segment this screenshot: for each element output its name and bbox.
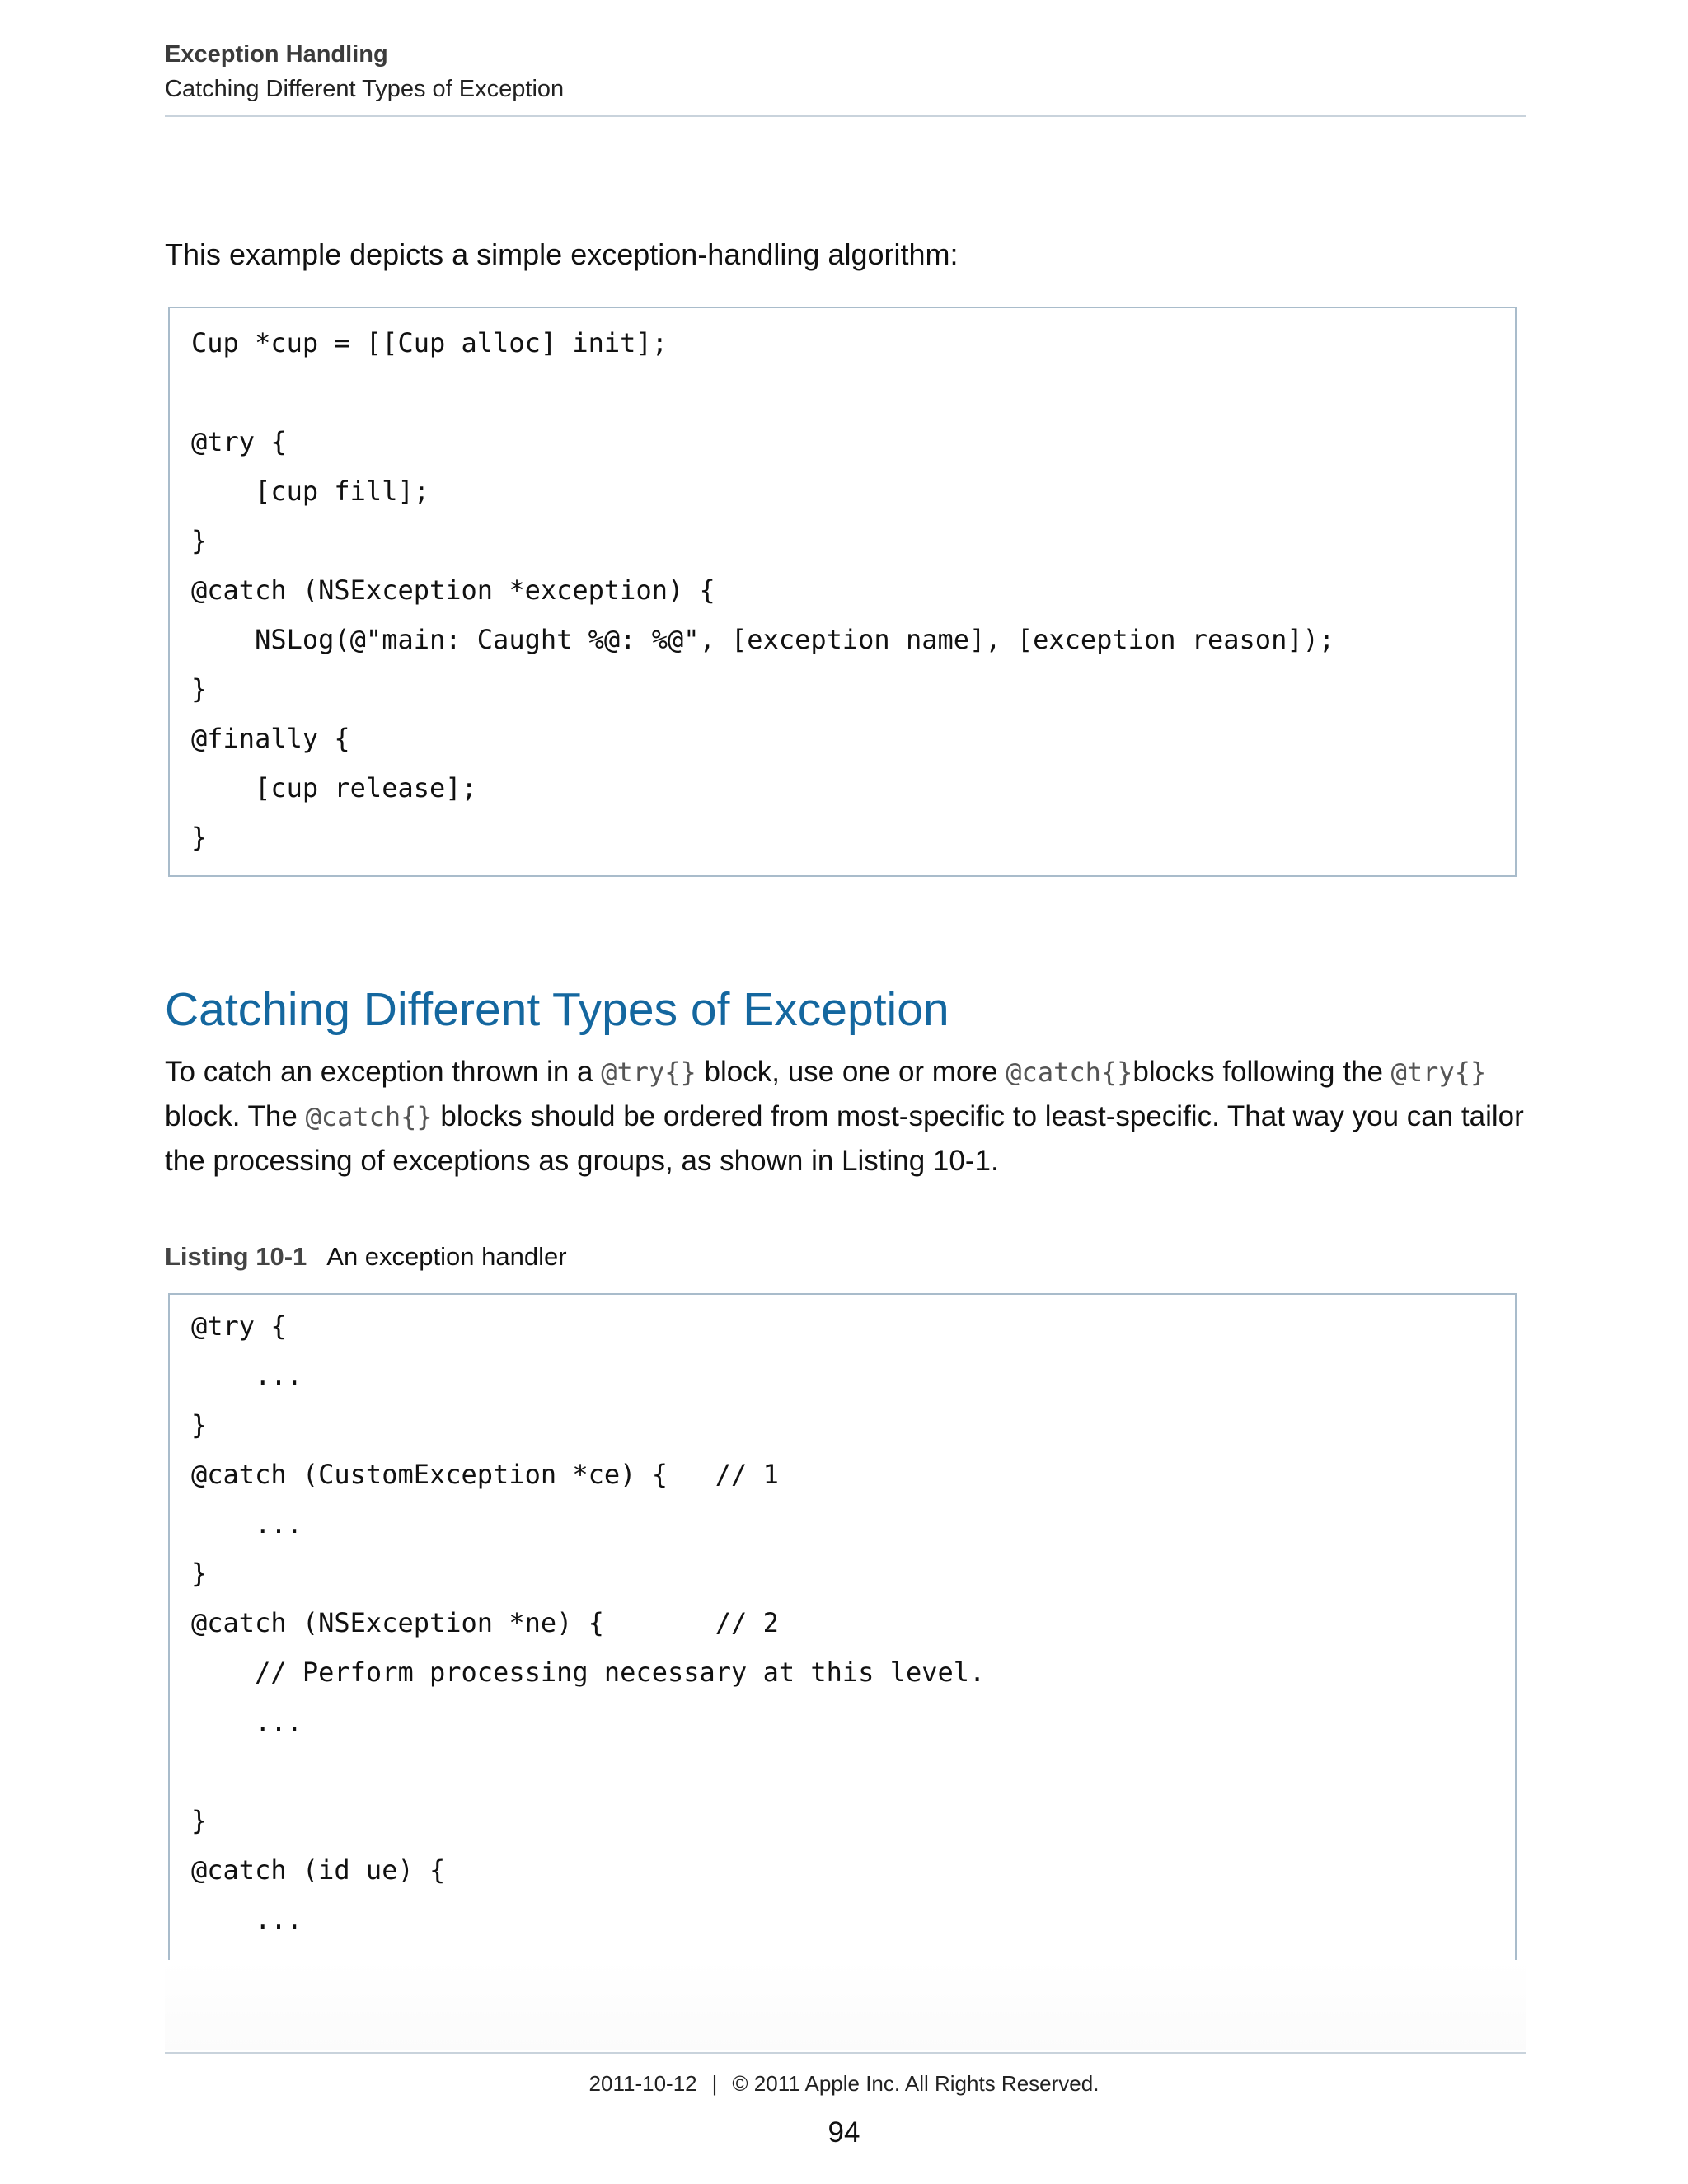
page-fade bbox=[165, 1960, 1526, 2050]
listing-label: Listing 10-1 bbox=[165, 1242, 307, 1271]
code-line: @catch (id ue) { bbox=[191, 1854, 446, 1886]
running-header bbox=[165, 38, 1526, 117]
code-line: NSLog(@"main: Caught %@: %@", [exception name], [exception reason]); bbox=[191, 624, 1335, 655]
listing-title: An exception handler bbox=[326, 1242, 567, 1271]
text-run: block, use one or more bbox=[696, 1056, 1006, 1088]
footer-rule bbox=[165, 2052, 1526, 2054]
code-line: @catch (CustomException *ce) { // 1 bbox=[191, 1459, 779, 1490]
code-line: [cup fill]; bbox=[191, 476, 429, 507]
code-line: } bbox=[191, 1805, 208, 1836]
body-paragraph-line-3: the processing of exceptions as groups, as shown in Listing 10-1. bbox=[165, 1145, 999, 1177]
section-heading: Catching Different Types of Exception bbox=[165, 983, 950, 1036]
text-run: To catch an exception thrown in a bbox=[165, 1056, 602, 1088]
code-line: @finally { bbox=[191, 723, 350, 754]
listing-caption bbox=[165, 1240, 567, 1274]
text-run: blocks should be ordered from most-specific to least-specific. That way you can tailor bbox=[432, 1100, 1524, 1132]
code-line: [cup release]; bbox=[191, 772, 477, 804]
footer-separator: | bbox=[711, 2071, 718, 2096]
code-line: @catch (NSException *exception) { bbox=[191, 574, 715, 606]
header-chapter-title: Exception Handling bbox=[165, 41, 388, 68]
inline-code: @catch{} bbox=[305, 1101, 433, 1132]
footer-copyright: © 2011 Apple Inc. All Rights Reserved. bbox=[732, 2071, 1100, 2096]
page-footer bbox=[0, 2069, 1688, 2098]
code-line: ... bbox=[191, 1508, 302, 1540]
code-line: } bbox=[191, 1409, 208, 1441]
code-line: @try { bbox=[191, 1310, 287, 1342]
body-paragraph-line-1 bbox=[165, 1053, 1486, 1091]
inline-code: @try{} bbox=[1390, 1057, 1487, 1088]
text-run: blocks following the bbox=[1132, 1056, 1391, 1088]
code-block-example bbox=[168, 307, 1517, 877]
code-line: @catch (NSException *ne) { // 2 bbox=[191, 1607, 779, 1638]
code-line: } bbox=[191, 525, 208, 556]
code-line: } bbox=[191, 1558, 208, 1589]
code-line: ... bbox=[191, 1360, 302, 1391]
code-block-listing bbox=[168, 1293, 1517, 1961]
code-line: } bbox=[191, 673, 208, 705]
code-line: // Perform processing necessary at this level. bbox=[191, 1657, 986, 1688]
code-line: ... bbox=[191, 1706, 302, 1737]
inline-code: @try{} bbox=[601, 1057, 696, 1088]
header-section-title: Catching Different Types of Exception bbox=[165, 76, 565, 102]
code-line: ... bbox=[191, 1904, 302, 1935]
code-line: } bbox=[191, 822, 208, 853]
intro-paragraph: This example depicts a simple exception-handling algorithm: bbox=[165, 237, 959, 271]
text-run: block. The bbox=[165, 1100, 306, 1132]
inline-code: @catch{} bbox=[1006, 1057, 1133, 1088]
code-line: Cup *cup = [[Cup alloc] init]; bbox=[191, 327, 668, 359]
page-number: 94 bbox=[828, 2116, 860, 2149]
body-paragraph-line-2 bbox=[165, 1098, 1524, 1136]
footer-date: 2011-10-12 bbox=[588, 2071, 697, 2096]
code-line: @try { bbox=[191, 426, 287, 457]
